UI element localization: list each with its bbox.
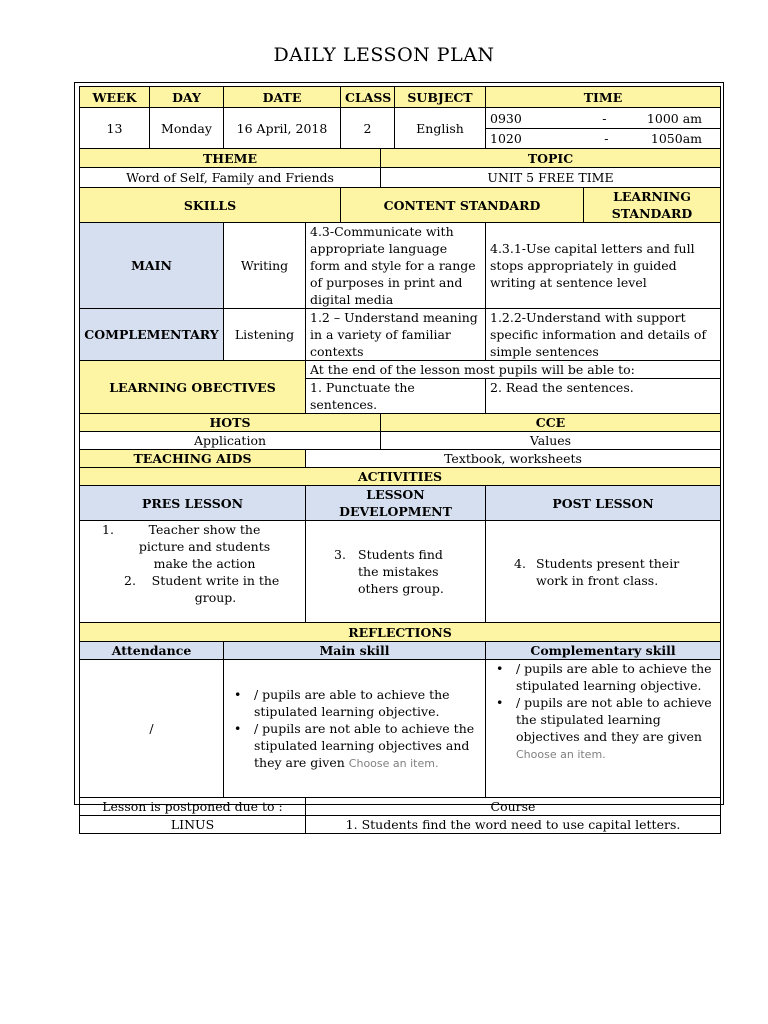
pre-lesson-item: 1. Teacher show the picture and students make the action [102, 522, 271, 571]
learning-standard-header: LEARNING STANDARD [584, 188, 721, 223]
lesson-plan-table [79, 86, 721, 834]
complementary-label: COMPLEMENTARY [80, 309, 224, 361]
main-learning-standard: 4.3.1-Use capital letters and full stops appropriately in guided writing at sentence level [486, 223, 721, 309]
attendance-header: Attendance [80, 642, 224, 660]
cce-header: CCE [381, 414, 721, 432]
page-title: DAILY LESSON PLAN [273, 44, 495, 66]
postponed-note: 1. Students find the word need to use capital letters. [306, 816, 721, 834]
main-label: MAIN [80, 223, 224, 309]
theme-header: THEME [80, 149, 381, 168]
hots-header: HOTS [80, 414, 381, 432]
main-reflection-item: • / pupils are not able to achieve the stipulated learning objectives and they are given Choose an item. [228, 720, 481, 772]
choose-item-dropdown[interactable]: Choose an item. [348, 756, 439, 770]
time-cell [486, 108, 721, 149]
postponed-label: Lesson is postponed due to : [80, 798, 306, 816]
day-header: DAY [150, 87, 224, 108]
main-skill-header: Main skill [224, 642, 486, 660]
post-lesson-header: POST LESSON [486, 486, 721, 521]
pre-lesson-cell [80, 521, 306, 623]
activities-header: ACTIVITIES [80, 468, 721, 486]
class-value: 2 [341, 108, 395, 149]
complementary-skill: Listening [224, 309, 306, 361]
complementary-skill-reflection [486, 660, 721, 798]
day-value: Monday [150, 108, 224, 149]
teaching-aids-label: TEACHING AIDS [80, 450, 306, 468]
class-header: CLASS [341, 87, 395, 108]
post-lesson-item: 4. Students present their work in front class. [514, 555, 680, 588]
lesson-development-header: LESSON DEVELOPMENT [306, 486, 486, 521]
pre-lesson-header: PRES LESSON [80, 486, 306, 521]
lesson-development-cell [306, 521, 486, 623]
main-skill: Writing [224, 223, 306, 309]
theme-value: Word of Self, Family and Friends [80, 168, 381, 188]
objectives-intro: At the end of the lesson most pupils will be able to: [306, 361, 721, 379]
linus-value: LINUS [80, 816, 306, 834]
hots-value: Application [80, 432, 381, 450]
complementary-skill-header: Complementary skill [486, 642, 721, 660]
objective-two: 2. Read the sentences. [486, 379, 721, 414]
course-label: Course [306, 798, 721, 816]
skills-header: SKILLS [80, 188, 341, 223]
learning-objectives-label: LEARNING OBECTIVES [80, 361, 306, 414]
complementary-content-standard: 1.2 – Understand meaning in a variety of familiar contexts [306, 309, 486, 361]
complementary-reflection-item: • / pupils are able to achieve the stipulated learning objective. [490, 660, 716, 694]
main-content-standard: 4.3-Communicate with appropriate language form and style for a range of purposes in print and digital media [306, 223, 486, 309]
time-slot-1: 0930 - 1000 am [486, 109, 720, 129]
main-skill-reflection [224, 660, 486, 798]
cce-value: Values [381, 432, 721, 450]
subject-value: English [395, 108, 486, 149]
week-header: WEEK [80, 87, 150, 108]
teaching-aids-value: Textbook, worksheets [306, 450, 721, 468]
content-standard-header: CONTENT STANDARD [341, 188, 584, 223]
post-lesson-cell [486, 521, 721, 623]
date-header: DATE [224, 87, 341, 108]
complementary-reflection-item: • / pupils are not able to achieve the stipulated learning objectives and they are given Choose an item. [490, 694, 716, 763]
topic-header: TOPIC [381, 149, 721, 168]
reflections-header: REFLECTIONS [80, 623, 721, 642]
lesson-development-item: 3. Students find the mistakes others group. [334, 547, 444, 596]
time-slot-2: 1020 - 1050am [490, 130, 703, 146]
week-value: 13 [80, 108, 150, 149]
time-header: TIME [486, 87, 721, 108]
complementary-learning-standard: 1.2.2-Understand with support specific information and details of simple sentences [486, 309, 721, 361]
subject-header: SUBJECT [395, 87, 486, 108]
topic-value: UNIT 5 FREE TIME [381, 168, 721, 188]
pre-lesson-item: 2. Student write in the group. [124, 573, 280, 605]
choose-item-dropdown[interactable]: Choose an item. [516, 748, 606, 761]
main-reflection-item: • / pupils are able to achieve the stipulated learning objective. [228, 686, 481, 720]
attendance-value: / [80, 660, 224, 798]
date-value: 16 April, 2018 [224, 108, 341, 149]
objective-one: 1. Punctuate the sentences. [306, 379, 486, 414]
